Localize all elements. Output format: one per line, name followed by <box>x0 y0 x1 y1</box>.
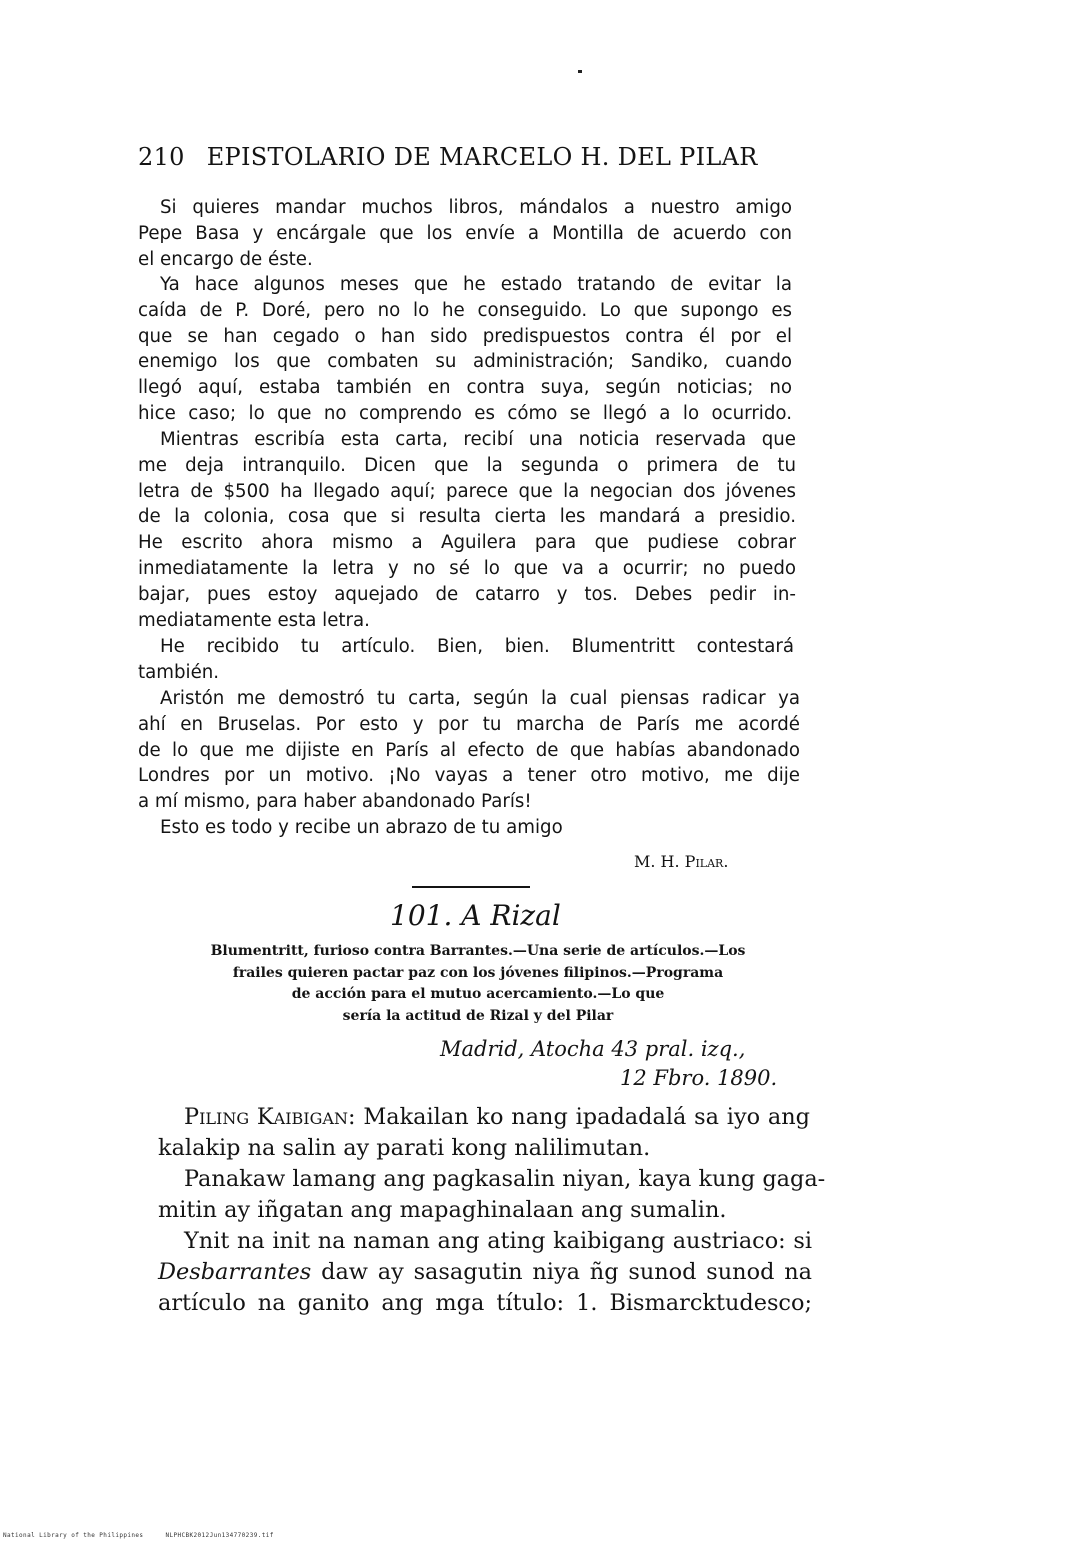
text-line: He escrito ahora mismo a Aguilera para que pudiese cobrar <box>138 532 796 554</box>
text-line: Ya hace algunos meses que he estado tratando de evitar la <box>160 274 792 295</box>
text-line: Panakaw lamang ang pagkasalin niyan, kaya kung gaga- <box>184 1166 826 1192</box>
text-line: Esto es todo y recibe un abrazo de tu amigo <box>160 817 563 838</box>
text-line: Londres por un motivo. ¡No vayas a tener otro motivo, me dije <box>138 765 800 787</box>
letter-101-para-2 <box>158 1164 826 1226</box>
text-line: que se han cegado o han sido predispuestos contra él por el <box>138 325 792 347</box>
summary-line: frailes quieren pactar paz con los jóvenes filipinos.—Programa <box>232 964 724 981</box>
letter-101-para-3 <box>158 1226 812 1319</box>
letter-title: 101. A Rizal <box>390 899 561 932</box>
text-line: artículo na ganito ang mga título: 1. Bismarcktudesco; <box>158 1290 812 1316</box>
letter-100-para-5 <box>138 686 800 815</box>
text-line: Piling Kaibigan: Makailan ko nang ipadadalá sa iyo ang <box>184 1104 811 1130</box>
text-line: enemigo los que combaten su administración; Sandiko, cuando <box>138 351 792 373</box>
text-line: bajar, pues estoy aquejado de catarro y tos. Debes pedir in- <box>138 583 796 605</box>
text-line: mitin ay iñgatan ang mapaghinalaan ang sumalin. <box>158 1197 727 1223</box>
text-line: a mí mismo, para haber abandonado París! <box>138 791 532 813</box>
text-line: también. <box>138 661 220 683</box>
signature: M. H. Pilar. <box>634 852 729 871</box>
letter-summary <box>160 941 796 1027</box>
letter-101-para-1 <box>158 1102 810 1164</box>
text-line: inmediatamente la letra y no sé lo que va a ocurrir; no puedo <box>138 557 796 579</box>
text-line: hice caso; lo que no comprendo es cómo se llegó a lo ocurrido. <box>138 402 792 424</box>
text-line: Pepe Basa y encárgale que los envíe a Montilla de acuerdo con <box>138 222 792 244</box>
text-line: He recibido tu artículo. Bien, bien. Blumentritt contestará <box>160 636 794 657</box>
text-line: Ynit na init na naman ang ating kaibigang austriaco: si <box>184 1228 812 1254</box>
text-line: caída de P. Doré, pero no lo he conseguido. Lo que supongo es <box>138 299 792 321</box>
letter-100-para-3 <box>138 427 796 633</box>
dateline-date: 12 Fbro. 1890. <box>620 1066 778 1090</box>
text-line: de la colonia, cosa que si resulta cierta les mandará a presidio. <box>138 506 796 528</box>
text-line: mediatamente esta letra. <box>138 609 370 631</box>
section-divider <box>412 886 530 888</box>
letter-100-closing <box>138 815 794 841</box>
summary-line: sería la actitud de Rizal y del Pilar <box>342 1007 614 1024</box>
text-line: llegó aquí, estaba también en contra suya, según noticias; no <box>138 377 792 399</box>
text-line: me deja intranquilo. Dicen que la segunda o primera de tu <box>138 454 796 476</box>
speck-mark <box>578 70 582 73</box>
summary-line: Blumentritt, furioso contra Barrantes.—Una serie de artículos.—Los <box>210 943 746 959</box>
italic-word: Desbarrantes <box>158 1259 312 1285</box>
running-title: EPISTOLARIO DE MARCELO H. DEL PILAR <box>206 143 758 171</box>
text-line: el encargo de éste. <box>138 248 313 270</box>
letter-100-para-4 <box>138 634 794 686</box>
text-line: Mientras escribía esta carta, recibí una noticia reservada que <box>160 429 796 450</box>
text-line: ahí en Bruselas. Por esto y por tu marcha de París me acordé <box>138 713 800 735</box>
text-line: Desbarrantes daw ay sasagutin niya ñg sunod sunod na <box>158 1259 812 1285</box>
salutation: Piling Kaibigan: <box>184 1104 356 1130</box>
page-number: 210 <box>138 143 185 171</box>
library-credit: National Library of the Philippines <box>3 1532 144 1539</box>
text-line: de lo que me dijiste en París al efecto de que habías abandonado <box>138 739 800 761</box>
letter-100-para-1 <box>138 195 792 272</box>
scan-footer <box>3 1532 296 1539</box>
text-line: Aristón me demostró tu carta, según la cual piensas radicar ya <box>160 688 800 709</box>
dateline-place: Madrid, Atocha 43 pral. izq., <box>440 1037 746 1061</box>
text-line: kalakip na salin ay parati kong nalilimutan. <box>158 1135 651 1161</box>
text-line: letra de $500 ha llegado aquí; parece que la negocian dos jóvenes <box>138 480 796 502</box>
letter-100-para-2 <box>138 272 792 427</box>
file-id: NLPHCBK2012Jun134770239.tif <box>165 1532 274 1539</box>
text-line: Si quieres mandar muchos libros, mándalos a nuestro amigo <box>160 197 792 218</box>
page-header <box>138 143 758 171</box>
summary-line: de acción para el mutuo acercamiento.—Lo que <box>291 986 665 1002</box>
